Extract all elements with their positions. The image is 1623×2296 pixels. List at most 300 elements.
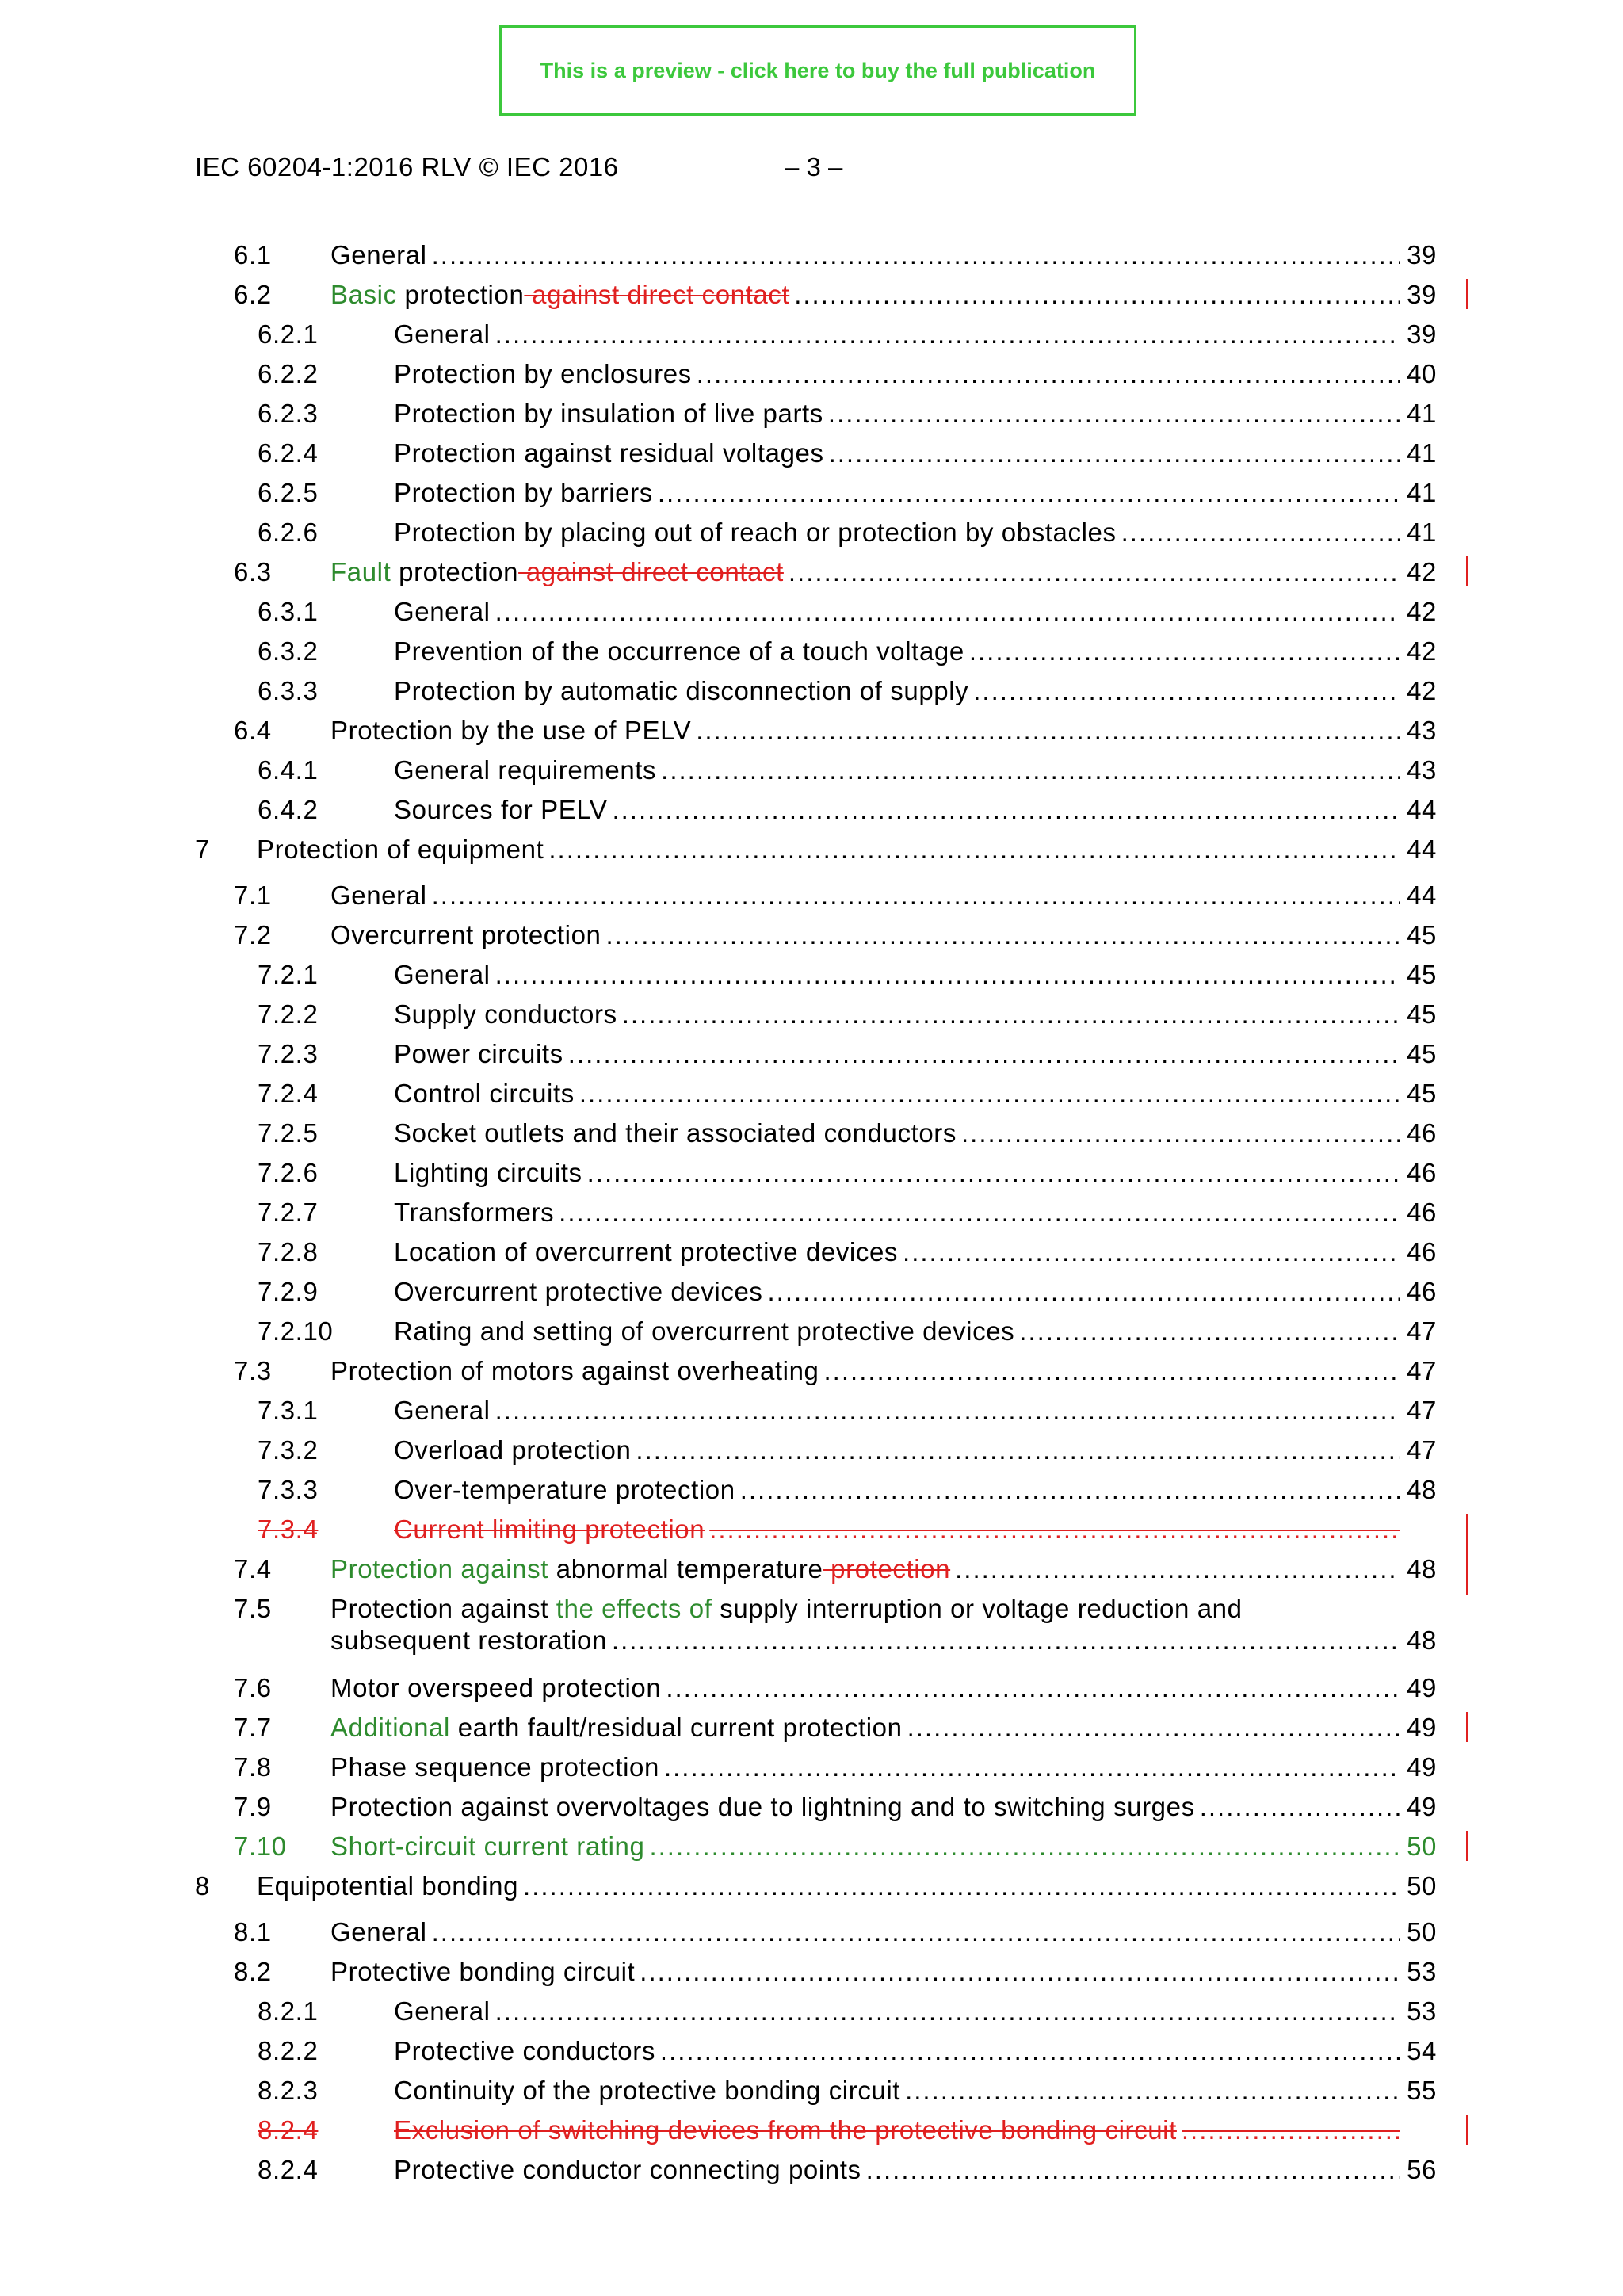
dot-leader: [495, 1996, 1400, 2027]
toc-title: [330, 1791, 1195, 1823]
dot-leader: [432, 1916, 1400, 1948]
toc-section-number: 7.7: [234, 1713, 272, 1742]
toc-section-number: 7.5: [234, 1594, 272, 1623]
dot-leader: [612, 794, 1400, 826]
revision-change-bar: [1466, 2115, 1468, 2145]
toc-title-row: [394, 1514, 1437, 1545]
dot-leader: [495, 1395, 1400, 1427]
toc-title-part: Short-circuit current rating: [330, 1832, 645, 1861]
toc-title-part: Protective bonding circuit: [330, 1957, 636, 1986]
dot-leader: [661, 755, 1400, 786]
toc-title-row: [330, 919, 1437, 951]
toc-page-number: 55: [1407, 2076, 1437, 2105]
toc-page-number: 41: [1407, 399, 1437, 428]
toc-title-row: [394, 2154, 1437, 2186]
toc-title-part: Overload protection: [394, 1435, 632, 1465]
toc-title: [394, 2035, 655, 2067]
toc-title: [394, 1316, 1014, 1347]
toc-title-part: Protection against: [330, 1594, 556, 1623]
toc-title: [330, 279, 789, 311]
toc-title-part: subsequent restoration: [330, 1626, 607, 1655]
toc-title: [394, 1236, 898, 1268]
toc-section-number: 7.9: [234, 1792, 272, 1821]
toc-section-number: 7.2.6: [258, 1158, 319, 1187]
toc-page-number: 44: [1407, 881, 1437, 910]
toc-title: [394, 1395, 491, 1427]
toc-title-row: [330, 1625, 1437, 1656]
toc-section-number: 6.2.1: [258, 319, 319, 349]
toc-title-row: [394, 675, 1437, 707]
toc-title-part: Prevention of the occurrence of a touch voltage: [394, 636, 964, 666]
toc-title-part: Location of overcurrent protective devices: [394, 1237, 899, 1266]
toc-title-part: protection: [396, 280, 525, 309]
toc-title: [394, 1474, 735, 1506]
toc-title-part: Protection by the use of PELV: [330, 716, 692, 745]
dot-leader: [495, 319, 1400, 350]
banner-text: This is a preview - click here to buy the full publication: [540, 58, 1096, 82]
dot-leader: [649, 1831, 1400, 1862]
buy-full-publication-banner[interactable]: [499, 25, 1136, 116]
toc-section-number: 7.8: [234, 1752, 272, 1782]
dot-leader: [660, 2035, 1400, 2067]
toc-title-part: Current limiting protection: [394, 1515, 705, 1544]
toc-title: [394, 1996, 491, 2027]
dot-leader: [622, 999, 1400, 1030]
toc-page-number: 41: [1407, 518, 1437, 547]
dot-leader: [697, 358, 1400, 390]
toc-page-number: 45: [1407, 1079, 1437, 1108]
toc-title-row: [394, 477, 1437, 509]
toc-title-row: [330, 279, 1437, 311]
toc-section-number: 7.2: [234, 920, 272, 949]
toc-title-row: [394, 1474, 1437, 1506]
toc-section-number: 7.10: [234, 1832, 287, 1861]
toc-title-row: [394, 319, 1437, 350]
toc-title: [394, 319, 491, 350]
toc-title: [394, 2075, 900, 2107]
toc-title-part: General: [394, 960, 491, 989]
toc-title-part: Protection against overvoltages due to lightning and to switching surges: [330, 1792, 1195, 1821]
toc-page-number: 54: [1407, 2036, 1437, 2065]
dot-leader: [612, 1625, 1400, 1656]
toc-page-number: 45: [1407, 920, 1437, 949]
toc-title-row: [394, 636, 1437, 667]
toc-title: [394, 1038, 563, 1070]
toc-page-number: 49: [1407, 1792, 1437, 1821]
dot-leader: [903, 1236, 1400, 1268]
toc-page-number: 47: [1407, 1316, 1437, 1346]
toc-section-number: 7.3: [234, 1356, 272, 1385]
toc-title: [394, 675, 968, 707]
toc-title: [330, 1831, 644, 1862]
toc-title: [330, 1752, 659, 1783]
dot-leader: [961, 1117, 1400, 1149]
toc-title-row: [330, 715, 1437, 747]
toc-section-number: 8.2: [234, 1957, 272, 1986]
toc-section-number: 7.2.5: [258, 1118, 319, 1148]
dot-leader: [824, 1355, 1400, 1387]
toc-title: [330, 239, 427, 271]
toc-title: [257, 1870, 518, 1902]
toc-title: [394, 1117, 957, 1149]
toc-section-number: 8: [195, 1871, 210, 1901]
toc-section-number: 7.6: [234, 1673, 272, 1702]
toc-title-row: [394, 1316, 1437, 1347]
dot-leader: [794, 279, 1400, 311]
toc-title-part: Rating and setting of overcurrent protective devices: [394, 1316, 1015, 1346]
toc-page-number: 46: [1407, 1237, 1437, 1266]
dot-leader: [587, 1157, 1400, 1189]
toc-title-part: Protection by placing out of reach or protection by obstacles: [394, 518, 1117, 547]
revision-change-bar: [1466, 1831, 1468, 1861]
toc-page-number: 43: [1407, 755, 1437, 785]
toc-title-part: General: [394, 1996, 491, 2026]
toc-page-number: 53: [1407, 1957, 1437, 1986]
toc-title-row: [394, 596, 1437, 628]
toc-page-number: 41: [1407, 478, 1437, 507]
dot-leader: [907, 1712, 1400, 1744]
toc-section-number: 8.2.4: [258, 2115, 319, 2145]
toc-title-part: Protection against: [330, 1554, 548, 1584]
dot-leader: [666, 1672, 1400, 1704]
toc-title: [394, 755, 656, 786]
dot-leader: [829, 437, 1400, 469]
revision-change-bar: [1466, 1561, 1468, 1595]
toc-title-row: [330, 880, 1437, 911]
toc-title-row: [394, 794, 1437, 826]
toc-section-number: 7.2.3: [258, 1039, 319, 1068]
document-identifier: IEC 60204-1:2016 RLV © IEC 2016: [195, 152, 619, 181]
toc-title-part: Equipotential bonding: [257, 1871, 519, 1901]
dot-leader: [495, 959, 1400, 991]
dot-leader: [973, 675, 1400, 707]
dot-leader: [606, 919, 1400, 951]
toc-title-part: Exclusion of switching devices from the protective bonding circuit: [394, 2115, 1177, 2145]
toc-section-number: 7.2.7: [258, 1198, 319, 1227]
toc-title: [330, 1553, 950, 1585]
toc-page-number: 45: [1407, 999, 1437, 1029]
toc-page-number: 42: [1407, 597, 1437, 626]
toc-page-number: 46: [1407, 1158, 1437, 1187]
toc-title: [330, 1672, 661, 1704]
toc-title-part: Overcurrent protective devices: [394, 1277, 763, 1306]
toc-title-part: supply interruption or voltage reduction and: [712, 1594, 1243, 1623]
dot-leader: [548, 834, 1400, 865]
toc-page-number: 50: [1407, 1871, 1437, 1901]
toc-section-number: 7.3.4: [258, 1515, 319, 1544]
toc-page-number: 53: [1407, 1996, 1437, 2026]
toc-title-row: [330, 1831, 1437, 1862]
toc-title-row: [394, 1996, 1437, 2027]
toc-title: [330, 880, 427, 911]
toc-section-number: 7.2.4: [258, 1079, 319, 1108]
toc-title-part: General: [394, 1396, 491, 1425]
toc-section-number: 7.2.2: [258, 999, 319, 1029]
toc-title-part: Protective conductors: [394, 2036, 655, 2065]
toc-title-row: [330, 556, 1437, 588]
toc-title-part: abnormal temperature: [548, 1554, 823, 1584]
toc-title-part: Over-temperature protection: [394, 1475, 735, 1504]
toc-section-number: 6.1: [234, 240, 272, 269]
toc-title-part: Fault: [330, 557, 391, 586]
toc-title-row: [257, 834, 1437, 865]
toc-title-row: [394, 2075, 1437, 2107]
toc-title-row: [330, 1672, 1437, 1704]
toc-section-number: 6.4.2: [258, 795, 319, 824]
toc-title-part: General: [330, 1917, 427, 1946]
toc-page-number: 46: [1407, 1198, 1437, 1227]
toc-title-part: General: [394, 319, 491, 349]
toc-title-part: Basic: [330, 280, 397, 309]
toc-title-row: [394, 1435, 1437, 1466]
toc-title-part: Motor overspeed protection: [330, 1673, 662, 1702]
toc-section-number: 6.3.2: [258, 636, 319, 666]
toc-title-row: [394, 2115, 1437, 2146]
toc-title-part: Protection by enclosures: [394, 359, 692, 388]
toc-title-part: Power circuits: [394, 1039, 563, 1068]
toc-title-row: [330, 1791, 1437, 1823]
toc-title-part: earth fault/residual current protection: [449, 1713, 903, 1742]
toc-title-row: [394, 755, 1437, 786]
toc-title: [330, 1355, 819, 1387]
toc-section-number: 8.1: [234, 1917, 272, 1946]
dot-leader: [495, 596, 1400, 628]
dot-leader: [658, 477, 1400, 509]
dot-leader: [969, 636, 1400, 667]
dot-leader: [432, 880, 1400, 911]
toc-title-row: [394, 1038, 1437, 1070]
toc-section-number: 6.4: [234, 716, 272, 745]
toc-title: [394, 959, 491, 991]
toc-section-number: 6.2.4: [258, 438, 319, 468]
dot-leader: [955, 1553, 1400, 1585]
toc-section-number: 7.3.1: [258, 1396, 319, 1425]
toc-title: [394, 1276, 763, 1308]
dot-leader: [1019, 1316, 1400, 1347]
toc-title: [394, 398, 823, 430]
dot-leader: [789, 556, 1400, 588]
toc-page-number: 49: [1407, 1752, 1437, 1782]
toc-title-line-1: [330, 1593, 1243, 1625]
toc-page-number: 44: [1407, 795, 1437, 824]
toc-title: [394, 1157, 582, 1189]
toc-page-number: 43: [1407, 716, 1437, 745]
dot-leader: [640, 1956, 1400, 1988]
toc-section-number: 6.3: [234, 557, 272, 586]
toc-title: [330, 1956, 635, 1988]
toc-title-row: [394, 517, 1437, 548]
dot-leader: [432, 239, 1400, 271]
toc-page-number: 45: [1407, 1039, 1437, 1068]
toc-section-number: 7: [195, 835, 210, 864]
toc-section-number: 6.2.5: [258, 478, 319, 507]
toc-title-part: Protection against residual voltages: [394, 438, 824, 468]
toc-title-part: Protection of motors against overheating: [330, 1356, 819, 1385]
toc-title-part: Protective conductor connecting points: [394, 2155, 861, 2184]
toc-section-number: 7.3.2: [258, 1435, 319, 1465]
toc-section-number: 7.4: [234, 1554, 272, 1584]
toc-title-part: Additional: [330, 1713, 450, 1742]
toc-page-number: 49: [1407, 1713, 1437, 1742]
toc-title: [394, 358, 692, 390]
toc-title-part: Overcurrent protection: [330, 920, 601, 949]
toc-title-part: Control circuits: [394, 1079, 575, 1108]
toc-section-number: 6.2.6: [258, 518, 319, 547]
toc-title-row: [330, 1956, 1437, 1988]
toc-title-row: [394, 358, 1437, 390]
toc-section-number: 7.3.3: [258, 1475, 319, 1504]
dot-leader: [828, 398, 1400, 430]
dot-leader: [709, 1514, 1400, 1545]
toc-section-number: 7.2.1: [258, 960, 319, 989]
toc-page-number: 48: [1407, 1475, 1437, 1504]
toc-page-number: 47: [1407, 1356, 1437, 1385]
toc-section-number: 6.2: [234, 280, 272, 309]
toc-section-number: 6.3.3: [258, 676, 319, 705]
dot-leader: [866, 2154, 1400, 2186]
toc-title: [330, 1916, 427, 1948]
toc-title: [394, 517, 1117, 548]
revision-change-bar: [1466, 556, 1468, 586]
toc-title-row: [394, 1236, 1437, 1268]
toc-section-number: 8.2.3: [258, 2076, 319, 2105]
toc-title-row: [394, 959, 1437, 991]
toc-page-number: 41: [1407, 438, 1437, 468]
toc-title-part: Supply conductors: [394, 999, 617, 1029]
toc-page-number: 50: [1407, 1832, 1437, 1861]
toc-title-part: Transformers: [394, 1198, 555, 1227]
toc-title-row: [394, 1078, 1437, 1110]
toc-page-number: 46: [1407, 1277, 1437, 1306]
toc-title: [330, 556, 784, 588]
toc-title: [394, 2115, 1177, 2146]
toc-title-part: Protection by automatic disconnection of supply: [394, 676, 969, 705]
toc-title: [330, 1625, 607, 1656]
toc-page-number: 42: [1407, 636, 1437, 666]
toc-page-number: 45: [1407, 960, 1437, 989]
toc-title-row: [394, 1197, 1437, 1228]
toc-page-number: 56: [1407, 2155, 1437, 2184]
toc-title-part: General: [394, 597, 491, 626]
toc-section-number: 7.2.10: [258, 1316, 334, 1346]
toc-title-part: Protection by barriers: [394, 478, 653, 507]
toc-page-number: 50: [1407, 1917, 1437, 1946]
revision-change-bar: [1466, 1712, 1468, 1742]
toc-title: [394, 1435, 631, 1466]
toc-page-number: 46: [1407, 1118, 1437, 1148]
toc-title: [394, 1514, 705, 1545]
toc-section-number: 6.4.1: [258, 755, 319, 785]
toc-page-number: 47: [1407, 1435, 1437, 1465]
toc-title-part: General: [330, 240, 427, 269]
toc-title-part: against direct contact: [518, 557, 784, 586]
toc-title-part: Continuity of the protective bonding circuit: [394, 2076, 901, 2105]
toc-page-number: 44: [1407, 835, 1437, 864]
toc-section-number: 8.2.4: [258, 2155, 319, 2184]
toc-title: [394, 2154, 861, 2186]
toc-page-number: 42: [1407, 676, 1437, 705]
toc-title-part: Phase sequence protection: [330, 1752, 659, 1782]
toc-title-part: General: [330, 881, 427, 910]
toc-title-part: Protection of equipment: [257, 835, 544, 864]
toc-page-number: 40: [1407, 359, 1437, 388]
toc-title: [330, 1712, 903, 1744]
toc-page-number: 48: [1407, 1554, 1437, 1584]
toc-title-part: against direct contact: [524, 280, 790, 309]
toc-title-row: [394, 999, 1437, 1030]
dot-leader: [696, 715, 1400, 747]
toc-title-part: Protection by insulation of live parts: [394, 399, 823, 428]
toc-title: [394, 794, 607, 826]
toc-section-number: 7.2.8: [258, 1237, 319, 1266]
dot-leader: [636, 1435, 1400, 1466]
toc-title-row: [394, 1157, 1437, 1189]
toc-title-row: [330, 1752, 1437, 1783]
toc-title-part: Lighting circuits: [394, 1158, 582, 1187]
toc-title-part: protection: [391, 557, 519, 586]
revision-change-bar: [1466, 279, 1468, 309]
dot-leader: [740, 1474, 1400, 1506]
page-number: – 3 –: [785, 152, 843, 181]
toc-page-number: 39: [1407, 319, 1437, 349]
toc-page-number: 39: [1407, 240, 1437, 269]
toc-section-number: 6.2.3: [258, 399, 319, 428]
toc-section-number: 8.2.1: [258, 1996, 319, 2026]
toc-title-row: [394, 398, 1437, 430]
toc-title-part: protection: [823, 1554, 951, 1584]
toc-section-number: 7.2.9: [258, 1277, 319, 1306]
dot-leader: [768, 1276, 1400, 1308]
toc-title: [330, 919, 601, 951]
dot-leader: [559, 1197, 1400, 1228]
toc-section-number: 6.3.1: [258, 597, 319, 626]
dot-leader: [664, 1752, 1400, 1783]
toc-page-number: 48: [1407, 1626, 1437, 1655]
toc-page-number: 49: [1407, 1673, 1437, 1702]
toc-section-number: 7.1: [234, 881, 272, 910]
toc-title-part: General requirements: [394, 755, 657, 785]
toc-title: [394, 1197, 554, 1228]
toc-title-row: [330, 1355, 1437, 1387]
toc-title-row: [394, 1395, 1437, 1427]
dot-leader: [1200, 1791, 1400, 1823]
toc-title-row: [330, 239, 1437, 271]
toc-title-row: [394, 1276, 1437, 1308]
toc-page-number: 39: [1407, 280, 1437, 309]
toc-title-row: [394, 1117, 1437, 1149]
dot-leader: [905, 2075, 1400, 2107]
dot-leader: [579, 1078, 1400, 1110]
toc-page-number: 47: [1407, 1396, 1437, 1425]
dot-leader: [1182, 2115, 1400, 2146]
toc-title: [394, 636, 964, 667]
toc-title: [394, 1078, 575, 1110]
toc-title-row: [394, 2035, 1437, 2067]
toc-page-number: 42: [1407, 557, 1437, 586]
toc-title: [330, 715, 691, 747]
toc-section-number: 8.2.2: [258, 2036, 319, 2065]
toc-title-part: Socket outlets and their associated conductors: [394, 1118, 957, 1148]
toc-title: [394, 596, 491, 628]
dot-leader: [568, 1038, 1400, 1070]
toc-title: [394, 477, 653, 509]
toc-title-part: the effects of: [556, 1594, 712, 1623]
toc-title-row: [330, 1553, 1437, 1585]
toc-title-row: [394, 437, 1437, 469]
toc-title: [394, 437, 824, 469]
toc-title: [257, 834, 544, 865]
toc-title-row: [330, 1712, 1437, 1744]
